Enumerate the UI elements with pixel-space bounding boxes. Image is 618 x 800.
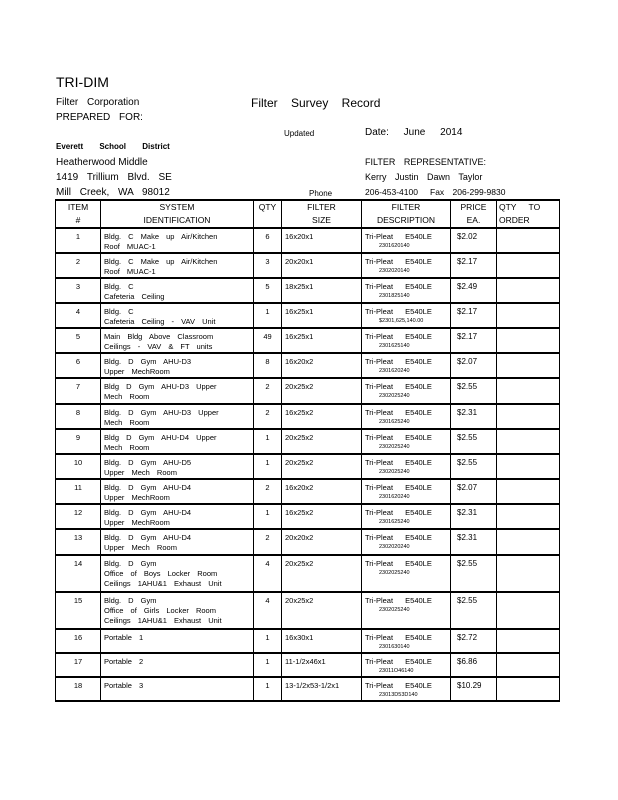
filter-type: Tri-Pleat E540LE (365, 559, 432, 568)
filter-description (362, 378, 451, 404)
table-row (56, 454, 560, 479)
qty-to-order[interactable] (497, 677, 560, 701)
qty-to-order[interactable] (497, 479, 560, 504)
filter-type: Tri-Pleat E540LE (365, 382, 432, 391)
filter-description (362, 629, 451, 653)
filter-corporation-label: Filter Corporation (56, 97, 140, 108)
filter-description (362, 555, 451, 592)
address-line-1: 1419 Trillium Blvd. SE (56, 172, 172, 183)
system-identification: Bldg D Gym AHU-D4 Upper Mech Room (101, 429, 254, 454)
price-each: $2.55 (451, 454, 497, 479)
quantity: 3 (254, 253, 282, 278)
price-each: $2.55 (451, 378, 497, 404)
filter-rep-names: Kerry Justin Dawn Taylor (365, 172, 483, 182)
filter-type: Tri-Pleat E540LE (365, 657, 432, 666)
filter-size: 16x25x2 (282, 504, 362, 529)
filter-rep-label: FILTER REPRESENTATIVE: (365, 157, 487, 167)
qty-to-order[interactable] (497, 592, 560, 629)
col-header-item: ITEM # (56, 200, 101, 228)
filter-size: 20x25x2 (282, 555, 362, 592)
filter-part-code: 2301620240 (379, 368, 410, 374)
qty-to-order[interactable] (497, 303, 560, 328)
filter-description (362, 479, 451, 504)
price-each: $2.17 (451, 328, 497, 353)
filter-type: Tri-Pleat E540LE (365, 508, 432, 517)
quantity: 1 (254, 429, 282, 454)
table-row (56, 378, 560, 404)
table-row (56, 529, 560, 555)
filter-size: 20x25x2 (282, 378, 362, 404)
filter-size: 18x25x1 (282, 278, 362, 303)
filter-description (362, 677, 451, 701)
qty-to-order[interactable] (497, 629, 560, 653)
school-name: Heatherwood Middle (56, 157, 148, 168)
quantity: 4 (254, 592, 282, 629)
filter-size: 16x30x1 (282, 629, 362, 653)
table-row (56, 677, 560, 701)
filter-part-code: 2301630140 (379, 644, 410, 650)
col-header-qty-to-order: QTY TO ORDER (497, 200, 560, 228)
filter-size: 13-1/2x53-1/2x1 (282, 677, 362, 701)
quantity: 49 (254, 328, 282, 353)
filter-size: 20x25x2 (282, 454, 362, 479)
filter-description (362, 592, 451, 629)
item-number: 2 (56, 253, 101, 278)
filter-part-code: 2302025240 (379, 469, 410, 475)
col-header-qty: QTY (254, 200, 282, 228)
filter-type: Tri-Pleat E540LE (365, 681, 432, 690)
qty-to-order[interactable] (497, 353, 560, 378)
filter-description (362, 504, 451, 529)
qty-to-order[interactable] (497, 653, 560, 677)
qty-to-order[interactable] (497, 378, 560, 404)
table-row (56, 278, 560, 303)
system-identification: Bldg. D Gym AHU-D3 Upper MechRoom (101, 353, 254, 378)
filter-size: 16x25x2 (282, 404, 362, 429)
table-row (56, 592, 560, 629)
item-number: 12 (56, 504, 101, 529)
quantity: 1 (254, 454, 282, 479)
price-each: $2.02 (451, 228, 497, 253)
filter-description (362, 454, 451, 479)
phone-number: 206-453-4100 (365, 187, 418, 197)
filter-size: 11-1/2x46x1 (282, 653, 362, 677)
col-header-price: PRICE EA. (451, 200, 497, 228)
quantity: 6 (254, 228, 282, 253)
table-header-row (56, 200, 560, 228)
system-identification: Bldg. C Cafeteria Ceiling (101, 278, 254, 303)
table-row (56, 653, 560, 677)
item-number: 16 (56, 629, 101, 653)
table-row (56, 303, 560, 328)
system-identification: Bldg. D Gym Office of Girls Locker Room Ceilings 1AHU&1 Exhaust Unit (101, 592, 254, 629)
filter-type: Tri-Pleat E540LE (365, 533, 432, 542)
quantity: 2 (254, 479, 282, 504)
filter-size: 16x20x2 (282, 353, 362, 378)
item-number: 15 (56, 592, 101, 629)
filter-part-code: 2301825140 (379, 293, 410, 299)
address-line-2: Mill Creek, WA 98012 (56, 187, 170, 198)
col-header-description: FILTER DESCRIPTION (362, 200, 451, 228)
price-each: $2.07 (451, 479, 497, 504)
qty-to-order[interactable] (497, 278, 560, 303)
table-row (56, 429, 560, 454)
filter-size: 16x25x1 (282, 328, 362, 353)
district-name: Everett School District (56, 142, 170, 151)
qty-to-order[interactable] (497, 555, 560, 592)
filter-description (362, 404, 451, 429)
system-identification: Bldg D Gym AHU-D3 Upper Mech Room (101, 378, 254, 404)
filter-size: 16x25x1 (282, 303, 362, 328)
item-number: 3 (56, 278, 101, 303)
qty-to-order[interactable] (497, 429, 560, 454)
filter-size: 20x25x2 (282, 592, 362, 629)
filter-type: Tri-Pleat E540LE (365, 633, 432, 642)
filter-size: 20x20x2 (282, 529, 362, 555)
filter-part-code: $2301,625,140.00 (379, 318, 424, 324)
filter-description (362, 303, 451, 328)
item-number: 6 (56, 353, 101, 378)
filter-type: Tri-Pleat E540LE (365, 596, 432, 605)
item-number: 7 (56, 378, 101, 404)
filter-size: 20x20x1 (282, 253, 362, 278)
price-each: $2.55 (451, 429, 497, 454)
item-number: 10 (56, 454, 101, 479)
system-identification: Main Bldg Above Classroom Ceilings - VAV & FT units (101, 328, 254, 353)
col-header-filter-size: FILTER SIZE (282, 200, 362, 228)
qty-to-order[interactable] (497, 228, 560, 253)
quantity: 1 (254, 677, 282, 701)
item-number: 17 (56, 653, 101, 677)
table-row (56, 253, 560, 278)
filter-type: Tri-Pleat E540LE (365, 282, 432, 291)
price-each: $10.29 (451, 677, 497, 701)
col-header-system: SYSTEM IDENTIFICATION (101, 200, 254, 228)
filter-part-code: 2302025240 (379, 393, 410, 399)
filter-size: 16x20x1 (282, 228, 362, 253)
filter-description (362, 353, 451, 378)
filter-part-code: 2302020140 (379, 268, 410, 274)
filter-description (362, 278, 451, 303)
filter-type: Tri-Pleat E540LE (365, 232, 432, 241)
quantity: 5 (254, 278, 282, 303)
system-identification: Bldg. D Gym AHU-D3 Upper Mech Room (101, 404, 254, 429)
item-number: 9 (56, 429, 101, 454)
quantity: 2 (254, 404, 282, 429)
filter-description (362, 653, 451, 677)
quantity: 8 (254, 353, 282, 378)
item-number: 4 (56, 303, 101, 328)
quantity: 1 (254, 303, 282, 328)
system-identification: Bldg. D Gym AHU-D5 Upper Mech Room (101, 454, 254, 479)
system-identification: Bldg. D Gym AHU-D4 Upper MechRoom (101, 504, 254, 529)
filter-part-code: 2301620140 (379, 243, 410, 249)
updated-label: Updated (284, 129, 315, 138)
quantity: 4 (254, 555, 282, 592)
filter-description (362, 529, 451, 555)
quantity: 2 (254, 529, 282, 555)
filter-part-code: 2301625140 (379, 343, 410, 349)
price-each: $2.07 (451, 353, 497, 378)
table-row (56, 228, 560, 253)
fax-number: Fax 206-299-9830 (430, 187, 506, 197)
item-number: 14 (56, 555, 101, 592)
qty-to-order[interactable] (497, 328, 560, 353)
filter-description (362, 228, 451, 253)
quantity: 1 (254, 653, 282, 677)
quantity: 1 (254, 629, 282, 653)
qty-to-order[interactable] (497, 404, 560, 429)
price-each: $2.72 (451, 629, 497, 653)
filter-description (362, 253, 451, 278)
system-identification: Bldg. D Gym Office of Boys Locker Room Ceilings 1AHU&1 Exhaust Unit (101, 555, 254, 592)
item-number: 1 (56, 228, 101, 253)
system-identification: Portable 3 (101, 677, 254, 701)
system-identification: Bldg. C Make up Air/Kitchen Roof MUAC-1 (101, 253, 254, 278)
table-row (56, 504, 560, 529)
system-identification: Bldg. C Cafeteria Ceiling - VAV Unit (101, 303, 254, 328)
system-identification: Bldg. D Gym AHU-D4 Upper MechRoom (101, 479, 254, 504)
qty-to-order[interactable] (497, 529, 560, 555)
filter-part-code: 23011O46140 (379, 668, 414, 674)
form-title: Filter Survey Record (251, 96, 381, 110)
item-number: 8 (56, 404, 101, 429)
company-name: TRI-DIM (56, 74, 109, 90)
filter-survey-table (55, 199, 560, 702)
price-each: $6.86 (451, 653, 497, 677)
item-number: 11 (56, 479, 101, 504)
item-number: 18 (56, 677, 101, 701)
quantity: 2 (254, 378, 282, 404)
filter-type: Tri-Pleat E540LE (365, 357, 432, 366)
qty-to-order[interactable] (497, 253, 560, 278)
filter-type: Tri-Pleat E540LE (365, 483, 432, 492)
filter-part-code: 2302025240 (379, 607, 410, 613)
filter-type: Tri-Pleat E540LE (365, 408, 432, 417)
filter-part-code: 2301625240 (379, 419, 410, 425)
price-each: $2.17 (451, 303, 497, 328)
filter-part-code: 2301625240 (379, 519, 410, 525)
filter-part-code: 23013D53D140 (379, 692, 418, 698)
filter-part-code: 2302025240 (379, 444, 410, 450)
filter-type: Tri-Pleat E540LE (365, 307, 432, 316)
prepared-for-label: PREPARED FOR: (56, 112, 143, 123)
qty-to-order[interactable] (497, 504, 560, 529)
quantity: 1 (254, 504, 282, 529)
system-identification: Bldg. C Make up Air/Kitchen Roof MUAC-1 (101, 228, 254, 253)
qty-to-order[interactable] (497, 454, 560, 479)
filter-type: Tri-Pleat E540LE (365, 257, 432, 266)
filter-type: Tri-Pleat E540LE (365, 458, 432, 467)
system-identification: Portable 1 (101, 629, 254, 653)
filter-part-code: 2302020240 (379, 544, 410, 550)
item-number: 13 (56, 529, 101, 555)
system-identification: Portable 2 (101, 653, 254, 677)
table-row (56, 328, 560, 353)
price-each: $2.31 (451, 504, 497, 529)
price-each: $2.31 (451, 404, 497, 429)
filter-part-code: 2301620240 (379, 494, 410, 500)
system-identification: Bldg. D Gym AHU-D4 Upper Mech Room (101, 529, 254, 555)
filter-description (362, 328, 451, 353)
table-row (56, 404, 560, 429)
filter-part-code: 2302025240 (379, 570, 410, 576)
table-row (56, 555, 560, 592)
price-each: $2.49 (451, 278, 497, 303)
filter-type: Tri-Pleat E540LE (365, 332, 432, 341)
price-each: $2.55 (451, 592, 497, 629)
price-each: $2.17 (451, 253, 497, 278)
survey-date: Date: June 2014 (365, 127, 463, 138)
table-row (56, 353, 560, 378)
filter-description (362, 429, 451, 454)
filter-type: Tri-Pleat E540LE (365, 433, 432, 442)
filter-size: 16x20x2 (282, 479, 362, 504)
price-each: $2.55 (451, 555, 497, 592)
item-number: 5 (56, 328, 101, 353)
table-row (56, 629, 560, 653)
price-each: $2.31 (451, 529, 497, 555)
table-row (56, 479, 560, 504)
phone-label: Phone (309, 189, 333, 198)
filter-size: 20x25x2 (282, 429, 362, 454)
